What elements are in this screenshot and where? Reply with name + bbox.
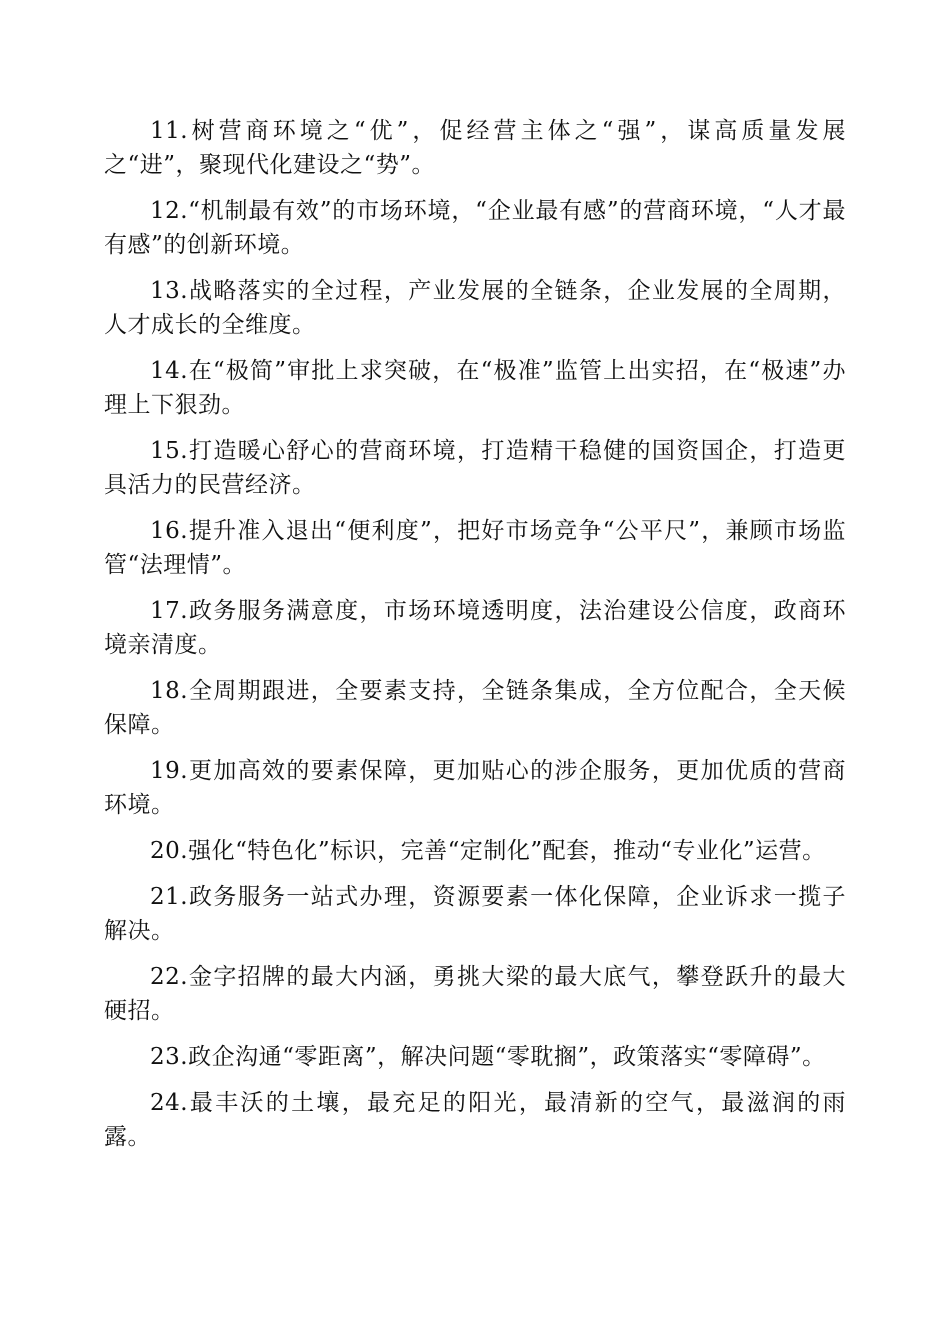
paragraph-12: 12.“机制最有效”的市场环境，“企业最有感”的营商环境，“人才最有感”的创新环境。 — [104, 198, 846, 258]
document-page — [104, 114, 846, 1166]
paragraph-11: 11.树营商环境之“优”，促经营主体之“强”，谋高质量发展之“进”，聚现代化建设之“势”。 — [104, 118, 846, 178]
paragraph-24: 24.最丰沃的土壤，最充足的阳光，最清新的空气，最滋润的雨露。 — [104, 1090, 846, 1150]
paragraph-18: 18.全周期跟进，全要素支持，全链条集成，全方位配合，全天候保障。 — [104, 678, 846, 738]
paragraph-19: 19.更加高效的要素保障，更加贴心的涉企服务，更加优质的营商环境。 — [104, 758, 846, 818]
paragraph-14: 14.在“极简”审批上求突破，在“极准”监管上出实招，在“极速”办理上下狠劲。 — [104, 358, 846, 418]
paragraph-13: 13.战略落实的全过程，产业发展的全链条，企业发展的全周期，人才成长的全维度。 — [104, 278, 846, 338]
paragraph-16: 16.提升准入退出“便利度”，把好市场竞争“公平尺”，兼顾市场监管“法理情”。 — [104, 518, 846, 578]
paragraph-21: 21.政务服务一站式办理，资源要素一体化保障，企业诉求一揽子解决。 — [104, 884, 846, 944]
paragraph-17: 17.政务服务满意度，市场环境透明度，法治建设公信度，政商环境亲清度。 — [104, 598, 846, 658]
paragraph-15: 15.打造暖心舒心的营商环境，打造精干稳健的国资国企，打造更具活力的民营经济。 — [104, 438, 846, 498]
paragraph-20: 20.强化“特色化”标识，完善“定制化”配套，推动“专业化”运营。 — [150, 838, 826, 864]
paragraph-22: 22.金字招牌的最大内涵，勇挑大梁的最大底气，攀登跃升的最大硬招。 — [104, 964, 846, 1024]
paragraph-23: 23.政企沟通“零距离”，解决问题“零耽搁”，政策落实“零障碍”。 — [150, 1044, 826, 1070]
